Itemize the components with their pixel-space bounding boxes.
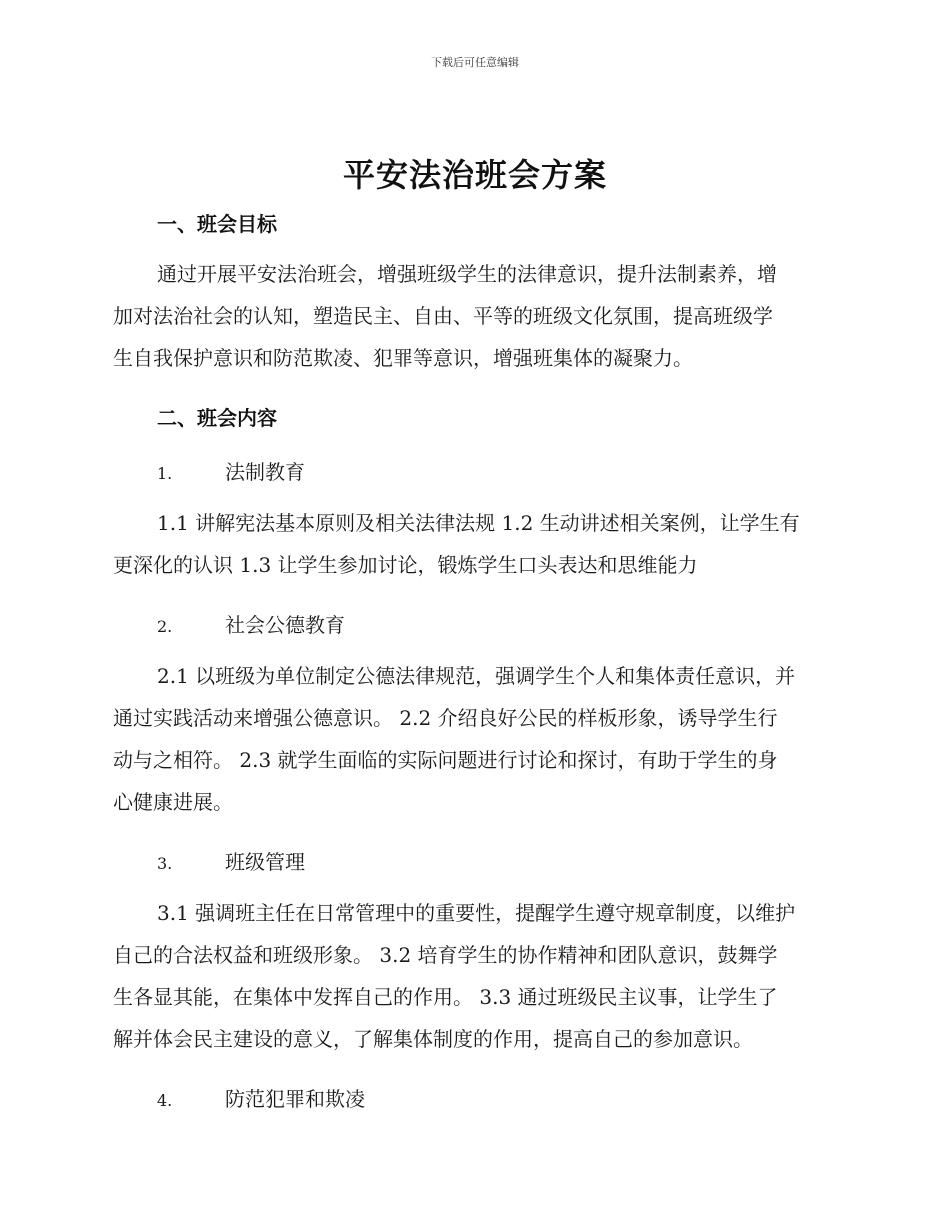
list-item-label: 法制教育	[225, 460, 305, 484]
list-item-3	[157, 846, 305, 875]
paragraph-line: 生各显其能，在集体中发挥自己的作用。 3.3 通过班级民主议事，让学生了	[113, 985, 778, 1009]
paragraph-line: 解并体会民主建设的意义，了解集体制度的作用，提高自己的参加意识。	[113, 1027, 753, 1051]
page-header-note: 下载后可任意编辑	[431, 56, 519, 69]
paragraph-line: 加对法治社会的认知，塑造民主、自由、平等的班级文化氛围，提高班级学	[113, 304, 773, 328]
paragraph-line: 3.1 强调班主任在日常管理中的重要性，提醒学生遵守规章制度，以维护	[157, 901, 796, 925]
paragraph-line: 2.1 以班级为单位制定公德法律规范，强调学生个人和集体责任意识，并	[157, 664, 796, 688]
list-item-4	[157, 1083, 365, 1112]
item-1-paragraph	[113, 502, 843, 586]
paragraph-line: 通过开展平安法治班会，增强班级学生的法律意识，提升法制素养，增	[157, 262, 777, 286]
list-item-label: 社会公德教育	[225, 613, 345, 637]
list-item-label: 班级管理	[225, 850, 305, 874]
list-item-number: 2.	[157, 617, 173, 636]
section-heading-goals: 一、班会目标	[157, 212, 277, 236]
list-item-number: 4.	[157, 1091, 173, 1110]
paragraph-line: 生自我保护意识和防范欺凌、犯罪等意识，增强班集体的凝聚力。	[113, 346, 693, 370]
paragraph-line: 通过实践活动来增强公德意识。 2.2 介绍良好公民的样板形象，诱导学生行	[113, 706, 778, 730]
item-3-paragraph	[113, 892, 843, 1060]
goals-paragraph	[113, 253, 843, 379]
section-heading-content: 二、班会内容	[157, 406, 277, 430]
item-2-paragraph	[113, 655, 843, 823]
list-item-number: 3.	[157, 854, 173, 873]
paragraph-line: 心健康进展。	[113, 790, 233, 814]
list-item-2	[157, 609, 345, 638]
paragraph-line: 动与之相符。 2.3 就学生面临的实际问题进行讨论和探讨，有助于学生的身	[113, 748, 778, 772]
paragraph-line: 自己的合法权益和班级形象。 3.2 培育学生的协作精神和团队意识，鼓舞学	[113, 943, 778, 967]
list-item-number: 1.	[157, 464, 173, 483]
document-title: 平安法治班会方案	[342, 156, 607, 194]
paragraph-line: 1.1 讲解宪法基本原则及相关法律法规 1.2 生动讲述相关案例，让学生有	[157, 511, 800, 535]
list-item-1	[157, 456, 305, 485]
list-item-label: 防范犯罪和欺凌	[225, 1087, 365, 1111]
paragraph-line: 更深化的认识 1.3 让学生参加讨论，锻炼学生口头表达和思维能力	[113, 553, 698, 577]
